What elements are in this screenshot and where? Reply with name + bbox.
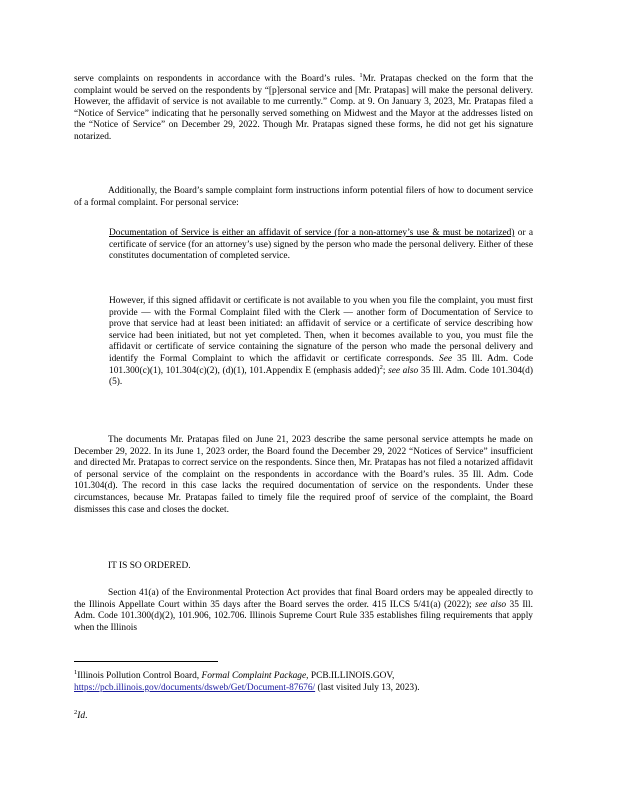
underlined-text: Documentation of Service is either an affidavit of service (for a non-attorney’s use & must be notarized) (109, 228, 515, 238)
paragraph-appeal (74, 588, 533, 634)
paragraph-documents-filed: The documents Mr. Pratapas filed on June 21, 2023 describe the same personal service attempts he made on December 29, 2022. In its June 1, 2023 order, the Board found the December 29, 2022 “Notices of Service” insufficient and directed Mr. Pratapas to correct service on the respondents. Since then, Mr. Pratapas has not filed a notarized affidavit of personal service of the complaint on the respondents in accordance with the Board’s rules. 35 Ill. Adm. Code 101.304(d). The record in this case lacks the required documentation of service on the respondents. Under these circumstances, because Mr. Pratapas failed to timely file the required proof of service of the complaint, the Board dismisses this case and closes the docket. (74, 435, 533, 515)
block-quote-however (109, 296, 533, 389)
signal-see-also: see also (475, 599, 507, 610)
quote-text: or a certificate of service (for an attorney’s use) signed by the person who made the personal delivery. Either of these constitutes documentation of completed service. (109, 228, 533, 262)
citation-separator: ; (382, 365, 389, 376)
footnote-text: (last visited July 13, 2023). (315, 683, 420, 693)
block-quote-documentation (109, 228, 533, 263)
footnote-ref-2: 2 (379, 363, 383, 371)
ordered-line: IT IS SO ORDERED. (108, 561, 191, 571)
footnote-1 (74, 670, 533, 694)
citation-text: 35 Ill. Adm. Code 101.300(c)(1), 101.304(c)(2), (d)(1), 101.Appendix E (emphasis added) (109, 353, 533, 376)
footnote-id: Id (77, 711, 86, 721)
footnote-text: Illinois Pollution Control Board, (77, 671, 202, 681)
quote-text: However, if this signed affidavit or certificate is not available to you when you file the complaint, you must first provide — with the Formal Complaint filed with the Clerk — another form of Documentation of Service to prove that service had at least been initiated: an affidavit of service or a certificate of service describing how service had been initiated, but not yet completed. Then, when it becomes available to you, you must file the affidavit or certificate of service containing the signature of the person who made the personal delivery and identify the Formal Complaint to which the affidavit or certificate corresponds. (109, 296, 533, 364)
footnote-text: PCB.ILLINOIS.GOV, (308, 671, 395, 681)
signal-see: See (439, 353, 453, 364)
paragraph-text: serve complaints on respondents in accordance with the Board’s rules. (74, 74, 360, 84)
paragraph-service-complaints (74, 71, 533, 144)
footnote-text: . (85, 711, 88, 721)
footnote-title: Formal Complaint Package, (201, 671, 309, 681)
footnote-number: 1 (74, 668, 78, 676)
signal-see-also: see also (388, 365, 419, 376)
footnote-ref-1: 1 (359, 71, 363, 79)
paragraph-sample-form: Additionally, the Board’s sample complaint form instructions inform potential filers of how to document service of a formal complaint. For personal service: (74, 186, 533, 208)
footnote-number: 2 (74, 708, 78, 716)
footnote-divider (74, 661, 218, 662)
paragraph-text: Section 41(a) of the Environmental Protection Act provides that final Board orders may be appealed directly to the Illinois Appellate Court within 35 days after the Board serves the order. 415 ILCS 5/41(a) (2022); (74, 588, 533, 610)
paragraph-text: Mr. Pratapas checked on the form that the complaint would be served on the respondents by “[p]ersonal service and [Mr. Pratapas] will make the personal delivery. However, the affidavit of service is not available to me currently.” Comp. at 9. On January 3, 2023, Mr. Pratapas filed a “Notice of Service” indicating that he personally served something on Midwest and the Mayor at the addresses listed on the “Notice of Service” on December 29, 2022. Though Mr. Pratapas signed these forms, he did not get his signature notarized. (74, 74, 533, 142)
footnote-link[interactable]: https://pcb.illinois.gov/documents/dsweb/Get/Document-87676/ (74, 683, 316, 693)
footnote-2 (74, 710, 533, 722)
paragraph-text: 35 Ill. Adm. Code 101.300(d)(2), 101.906, 102.706. Illinois Supreme Court Rule 335 establishes filing requirements that apply when the Illinois (74, 599, 533, 633)
citation-text: 35 Ill. Adm. Code 101.304(d)(5). (109, 365, 533, 388)
